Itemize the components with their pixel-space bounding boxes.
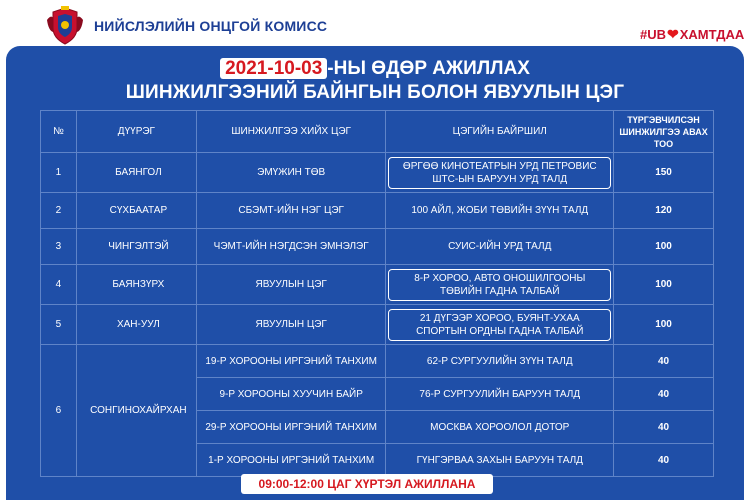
table-row bbox=[41, 305, 714, 345]
title-line-1-rest: -НЫ ӨДӨР АЖИЛЛАХ bbox=[327, 58, 530, 79]
row-location: СУИС-ИЙН УРД ТАЛД bbox=[386, 229, 614, 265]
table-row bbox=[41, 153, 714, 193]
sub-row-location: 62-Р СУРГУУЛИЙН ЗҮҮН ТАЛД bbox=[386, 345, 614, 378]
row-no: 3 bbox=[41, 229, 77, 265]
row-location-text: 8-Р ХОРОО, АВТО ОНОШИЛГООНЫ ТӨВИЙН ГАДНА ТАЛБАЙ bbox=[388, 269, 611, 301]
heart-icon: ❤ bbox=[667, 26, 679, 42]
table-header-row bbox=[41, 111, 714, 153]
col-header-district: ДҮҮРЭГ bbox=[76, 111, 196, 153]
hashtag bbox=[640, 26, 744, 43]
row-point: ЭМҮЖИН ТӨВ bbox=[196, 153, 386, 193]
sub-row-point: 9-Р ХОРООНЫ ХУУЧИН БАЙР bbox=[196, 378, 386, 411]
col-header-location: ЦЭГИЙН БАЙРШИЛ bbox=[386, 111, 614, 153]
testing-points-table bbox=[40, 110, 714, 477]
group-district: СОНГИНОХАЙРХАН bbox=[76, 345, 196, 477]
row-point: ЧЭМТ-ИЙН НЭГДСЭН ЭМНЭЛЭГ bbox=[196, 229, 386, 265]
row-no: 5 bbox=[41, 305, 77, 345]
table-row bbox=[41, 345, 714, 378]
row-district: ЧИНГЭЛТЭЙ bbox=[76, 229, 196, 265]
city-emblem-icon bbox=[44, 6, 86, 46]
group-no: 6 bbox=[41, 345, 77, 477]
row-count: 100 bbox=[614, 305, 714, 345]
sub-row-count: 40 bbox=[614, 411, 714, 444]
sub-row-location: ГҮНГЭРВАА ЗАХЫН БАРУУН ТАЛД bbox=[386, 444, 614, 477]
row-point: ЯВУУЛЫН ЦЭГ bbox=[196, 305, 386, 345]
row-district: СҮХБААТАР bbox=[76, 193, 196, 229]
header-bar bbox=[0, 0, 750, 48]
row-location bbox=[386, 305, 614, 345]
row-district: БАЯНГОЛ bbox=[76, 153, 196, 193]
sub-row-count: 40 bbox=[614, 345, 714, 378]
sub-row-point: 19-Р ХОРООНЫ ИРГЭНИЙ ТАНХИМ bbox=[196, 345, 386, 378]
sub-row-count: 40 bbox=[614, 444, 714, 477]
hashtag-prefix: #UB bbox=[640, 27, 667, 42]
row-no: 4 bbox=[41, 265, 77, 305]
hashtag-suffix: ХАМТДАА bbox=[679, 27, 745, 42]
table-row bbox=[41, 265, 714, 305]
working-hours-banner: 09:00-12:00 ЦАГ ХҮРТЭЛ АЖИЛЛАНА bbox=[241, 474, 493, 494]
row-location bbox=[386, 265, 614, 305]
sub-row-location: 76-Р СУРГУУЛИЙН БАРУУН ТАЛД bbox=[386, 378, 614, 411]
sub-row-point: 1-Р ХОРООНЫ ИРГЭНИЙ ТАНХИМ bbox=[196, 444, 386, 477]
date-badge: 2021-10-03 bbox=[220, 58, 327, 79]
row-district: ХАН-УУЛ bbox=[76, 305, 196, 345]
row-point: СБЭМТ-ИЙН НЭГ ЦЭГ bbox=[196, 193, 386, 229]
sub-row-location: МОСКВА ХОРООЛОЛ ДОТОР bbox=[386, 411, 614, 444]
row-point: ЯВУУЛЫН ЦЭГ bbox=[196, 265, 386, 305]
row-no: 1 bbox=[41, 153, 77, 193]
row-count: 100 bbox=[614, 265, 714, 305]
sub-row-point: 29-Р ХОРООНЫ ИРГЭНИЙ ТАНХИМ bbox=[196, 411, 386, 444]
table-row bbox=[41, 229, 714, 265]
table-row bbox=[41, 193, 714, 229]
row-location: 100 АЙЛ, ЖОБИ ТӨВИЙН ЗҮҮН ТАЛД bbox=[386, 193, 614, 229]
row-location bbox=[386, 153, 614, 193]
row-count: 100 bbox=[614, 229, 714, 265]
col-header-count: ТҮРГЭВЧИЛСЭН ШИНЖИЛГЭЭ АВАХ ТОО bbox=[614, 111, 714, 153]
row-count: 120 bbox=[614, 193, 714, 229]
row-no: 2 bbox=[41, 193, 77, 229]
col-header-no: № bbox=[41, 111, 77, 153]
org-name: НИЙСЛЭЛИЙН ОНЦГОЙ КОМИСС bbox=[94, 18, 328, 34]
row-count: 150 bbox=[614, 153, 714, 193]
title-line-1 bbox=[0, 58, 750, 80]
row-location-text: 21 ДҮГЭЭР ХОРОО, БУЯНТ-УХАА СПОРТЫН ОРДНЫ ГАДНА ТАЛБАЙ bbox=[388, 309, 611, 341]
col-header-point: ШИНЖИЛГЭЭ ХИЙХ ЦЭГ bbox=[196, 111, 386, 153]
row-district: БАЯНЗҮРХ bbox=[76, 265, 196, 305]
sub-row-count: 40 bbox=[614, 378, 714, 411]
row-location-text: ӨРГӨӨ КИНОТЕАТРЫН УРД ПЕТРОВИС ШТС-ЫН БАРУУН УРД ТАЛД bbox=[388, 157, 611, 189]
title-line-2: ШИНЖИЛГЭЭНИЙ БАЙНГЫН БОЛОН ЯВУУЛЫН ЦЭГ bbox=[125, 82, 625, 103]
